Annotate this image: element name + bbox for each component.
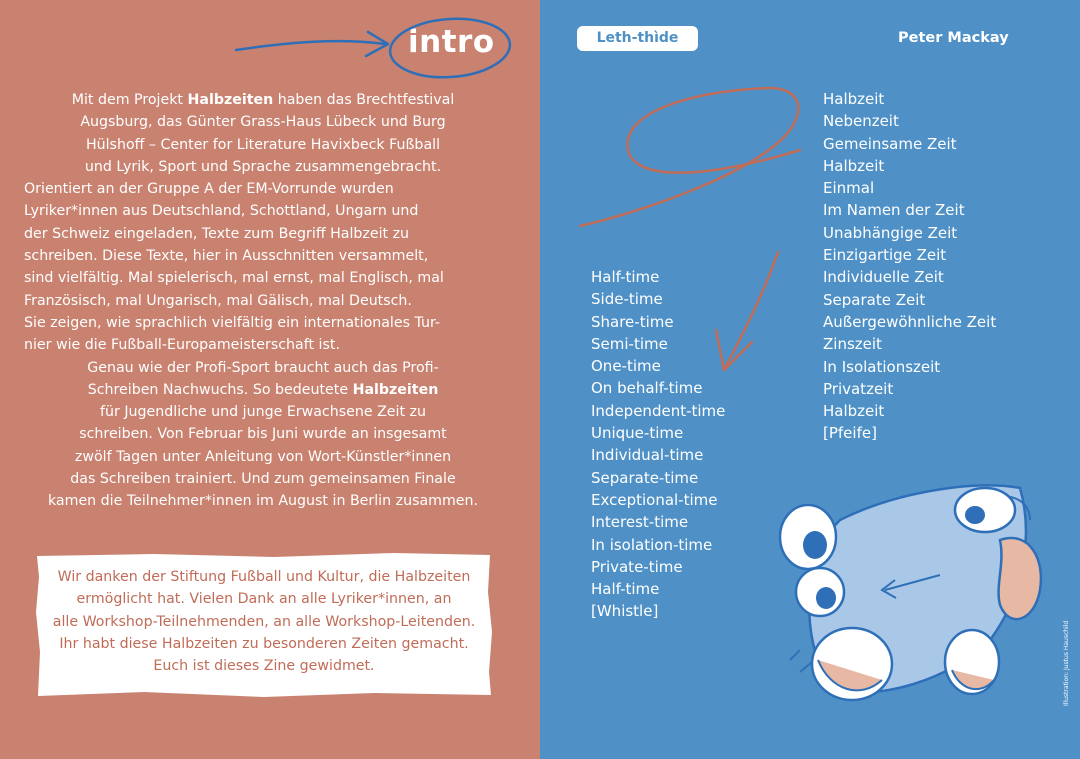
intro-text: Genau wie der Profi-Sport braucht auch das Profi- [87, 359, 439, 376]
poem-line: Gemeinsame Zeit [823, 134, 957, 153]
poem-line: On behalf-time [591, 379, 703, 398]
poem-line: Individual-time [591, 446, 704, 465]
poem-line: In Isolationszeit [823, 357, 941, 376]
poem-line: Halbzeit [823, 90, 885, 108]
thanks-line: Ihr habt diese Halbzeiten zu besonderen Zeiten gemacht. [59, 635, 469, 652]
poem-line: Halbzeit [823, 156, 885, 175]
poem-line: In isolation-time [591, 535, 713, 554]
intro-text: Lyriker*innen aus Deutschland, Schottland, Ungarn und [24, 203, 419, 220]
poem-line: Einmal [823, 179, 875, 198]
author-name: Peter Mackay [898, 30, 1009, 46]
poem-line: Individuelle Zeit [823, 268, 944, 287]
intro-text: kamen die Teilnehmer*innen im August in Berlin zusammen. [47, 493, 479, 510]
intro-line [24, 357, 502, 379]
intro-line [24, 423, 502, 445]
poem-line: Unique-time [591, 424, 684, 443]
intro-paragraph [24, 89, 502, 513]
project-name: Halbzeiten [187, 92, 274, 108]
intro-text: Französisch, mal Ungarisch, mal Gälisch, mal Deutsch. [24, 292, 412, 309]
poem-line: Interest-time [591, 513, 689, 532]
intro-line [24, 468, 502, 490]
intro-line [24, 267, 502, 289]
intro-line [24, 245, 502, 267]
poem-line: Separate Zeit [823, 290, 926, 309]
poem-line: [Whistle] [591, 602, 659, 621]
intro-line [24, 312, 502, 334]
poem-line: Halbzeit [823, 402, 885, 421]
intro-line [24, 379, 502, 401]
intro-text: Mit dem Projekt [71, 92, 188, 108]
intro-text: Augsburg, das Günter Grass-Haus Lübeck und Burg [80, 114, 446, 131]
intro-line [24, 490, 502, 512]
intro-line [24, 134, 502, 156]
intro-line [24, 223, 502, 245]
poem-line: Half-time [591, 580, 660, 599]
thanks-text [34, 566, 494, 677]
poem-line: Zinszeit [823, 335, 882, 354]
poem-line: Share-time [591, 312, 674, 331]
poem-line: Independent-time [591, 401, 726, 420]
thanks-line: ermöglicht hat. Vielen Dank an alle Lyriker*innen, an [76, 591, 452, 608]
poem-line: Privatzeit [823, 379, 894, 398]
poem-line: Side-time [591, 290, 663, 309]
poem-line: Separate-time [591, 468, 699, 487]
intro-text: und Lyrik, Sport und Sprache zusammengebracht. [84, 158, 442, 175]
intro-text: zwölf Tagen unter Anleitung von Wort-Künstler*innen [74, 448, 452, 465]
poem-line: Nebenzeit [823, 112, 899, 131]
thanks-line: Wir danken der Stiftung Fußball und Kultur, die Halbzeiten [57, 569, 471, 585]
intro-line [24, 156, 502, 178]
poem-line: Einzigartige Zeit [823, 246, 947, 265]
poem-german [823, 88, 996, 445]
intro-text: für Jugendliche und junge Erwachsene Zeit zu [100, 404, 426, 421]
intro-line [24, 401, 502, 423]
poem-line: Semi-time [591, 334, 668, 353]
thanks-box [34, 552, 494, 698]
intro-text: Hülshoff – Center for Literature Havixbeck Fußball [85, 136, 441, 153]
poem-line: Half-time [591, 268, 660, 286]
intro-line [24, 334, 502, 356]
thanks-line: alle Workshop-Teilnehmenden, an alle Workshop-Leitenden. [52, 613, 476, 630]
poem-line: One-time [591, 357, 661, 376]
intro-line [24, 446, 502, 468]
poem-line: Private-time [591, 557, 683, 576]
intro-line [24, 89, 502, 111]
intro-heading: intro [408, 24, 495, 60]
thanks-line: Euch ist dieses Zine gewidmet. [153, 658, 375, 675]
intro-text: Sie zeigen, wie sprachlich vielfältig ein internationales Tur- [24, 314, 441, 331]
intro-text: Orientiert an der Gruppe A der EM-Vorrunde wurden [24, 181, 394, 198]
intro-text: schreiben. Von Februar bis Juni wurde an insgesamt [79, 426, 447, 443]
poem-title-badge: Leth-thìde [577, 26, 698, 51]
intro-line [24, 290, 502, 312]
poem-line: Unabhängige Zeit [823, 223, 958, 242]
intro-line [24, 178, 502, 200]
intro-text: das Schreiben trainiert. Und zum gemeinsamen Finale [70, 471, 456, 488]
intro-text: sind vielfältig. Mal spielerisch, mal ernst, mal Englisch, mal [24, 270, 444, 287]
intro-text: der Schweiz eingeladen, Texte zum Begriff Halbzeit zu [24, 225, 410, 242]
intro-text: schreiben. Diese Texte, hier in Ausschnitten versammelt, [24, 248, 429, 265]
intro-text: nier wie die Fußball-Europameisterschaft ist. [24, 337, 340, 354]
intro-line [24, 111, 502, 133]
poem-line: Im Namen der Zeit [823, 201, 965, 220]
poem-line: [Pfeife] [823, 424, 877, 443]
poem-line: Außergewöhnliche Zeit [823, 312, 997, 331]
illustration-credit: Illustration: Justus Hauschild [1063, 620, 1070, 706]
poem-english [591, 266, 725, 623]
intro-text: haben das Brechtfestival [273, 92, 455, 108]
project-name: Halbzeiten [352, 381, 439, 398]
poem-line: Exceptional-time [591, 490, 718, 509]
intro-line [24, 200, 502, 222]
intro-text: Schreiben Nachwuchs. So bedeutete [87, 381, 353, 398]
